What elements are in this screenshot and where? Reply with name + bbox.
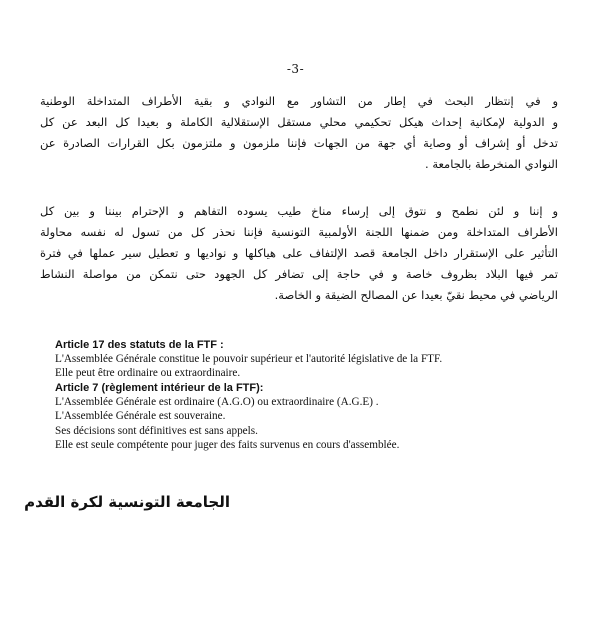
- signature-federation-name: الجامعة التونسية لكرة القدم: [24, 493, 230, 511]
- paragraph-line: و الدولية لإمكانية إحداث هيكل تحكيمي محلي مستقل الإستقلالية الكاملة و بعيدا كل البعد عن كل: [40, 115, 558, 129]
- paragraph-line: التأثير على الإستقرار داخل الجامعة قصد الإلتفاف على هياكلها و نواديها و تعطيل سير عملها في فترة: [40, 246, 558, 260]
- article-line: L'Assemblée Générale constitue le pouvoir supérieur et l'autorité législative de la FTF.: [55, 353, 443, 366]
- paragraph-line: تدخل أو إشراف أو وصاية أي جهة من الجهات فإننا ملزمون و ملتزمون بكل القرارات الصادرة عن: [40, 136, 558, 150]
- paragraph-line: الأطراف المتداخلة ومن ضمنها اللجنة الأولمبية التونسية فإننا نحذر كل من تسول له نفسه محاولة: [40, 225, 558, 239]
- article-7-block: [55, 381, 555, 452]
- paragraph-line: و إننا و لئن نطمح و نتوق إلى إرساء مناخ طيب يسوده التفاهم و الإحترام بيننا و بين كل: [40, 204, 558, 218]
- article-line: Elle est seule compétente pour juger des faits survenus en cours d'assemblée.: [55, 438, 400, 451]
- arabic-paragraph-1: [40, 91, 558, 175]
- paragraph-line: النوادي المنخرطة بالجامعة .: [425, 157, 558, 171]
- paragraph-line: تمر فيها البلاد بظروف خاصة و في حاجة إلى تضافر كل الجهود حتى نتمكن من مواصلة النشاط: [40, 267, 558, 281]
- article-line: L'Assemblée Générale est ordinaire (A.G.O) ou extraordinaire (A.G.E) .: [55, 396, 379, 409]
- article-line: Elle peut être ordinaire ou extraordinaire.: [55, 367, 241, 380]
- page-number: -3-: [286, 62, 305, 76]
- paragraph-line: الرياضي في محيط نقيّ بعيدا عن المصالح الضيقة و الخاصة.: [274, 288, 558, 302]
- article-line: Ses décisions sont définitives est sans appels.: [55, 424, 258, 437]
- article-7-title: Article 7 (règlement intérieur de la FTF):: [55, 382, 264, 394]
- paragraph-line: و في إنتظار البحث في إطار من التشاور مع النوادي و بقية الأطراف المتداخلة الوطنية: [40, 94, 558, 108]
- arabic-paragraph-2: [40, 201, 558, 306]
- article-17-title: Article 17 des statuts de la FTF :: [55, 339, 224, 351]
- article-line: L'Assemblée Générale est souveraine.: [55, 410, 226, 423]
- article-17-block: [55, 338, 555, 381]
